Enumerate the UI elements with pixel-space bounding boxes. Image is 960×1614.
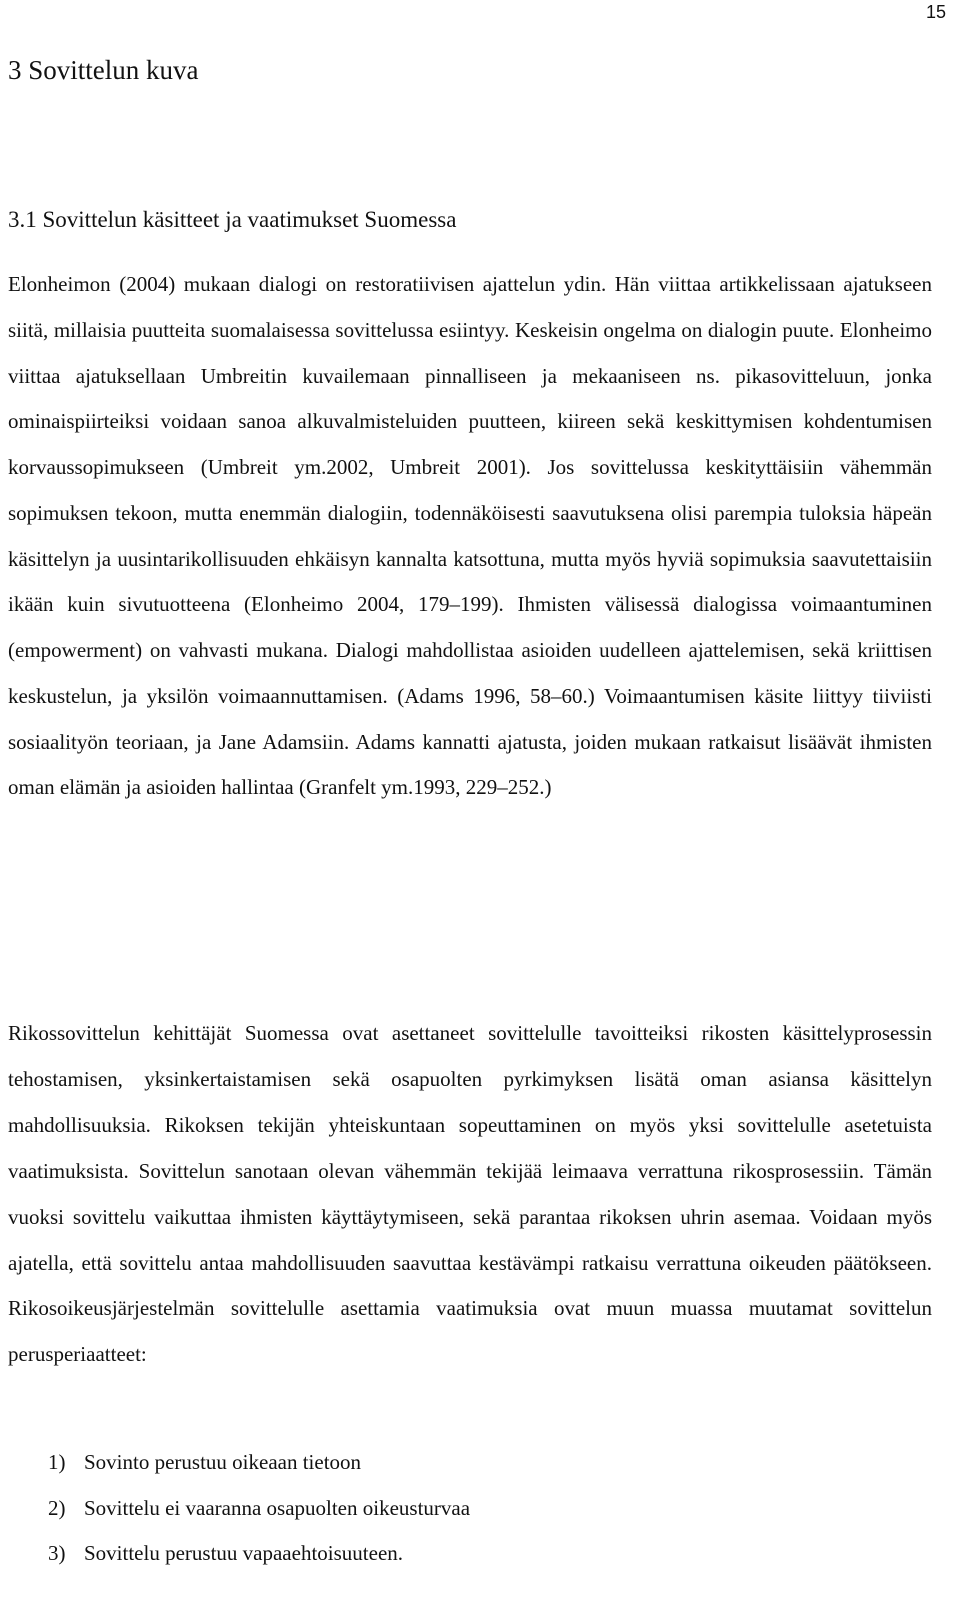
list-item-number: 1) <box>48 1450 66 1474</box>
principles-list <box>48 1440 470 1577</box>
section-title: 3.1 Sovittelun käsitteet ja vaatimukset Suomessa <box>8 207 457 232</box>
list-item-text: Sovittelu ei vaaranna osapuolten oikeusturvaa <box>84 1495 471 1520</box>
list-item-text: Sovittelu perustuu vapaaehtoisuuteen. <box>84 1541 404 1565</box>
list-item-number: 2) <box>48 1495 66 1520</box>
body-paragraph: Rikossovittelun kehittäjät Suomessa ovat asettaneet sovittelulle tavoitteiksi rikosten käsittelyprosessin tehostamisen, yksinkertaistamisen sekä osapuolten pyrkimyksen lisätä oman asiansa käsittelyn mahdollisuuksia. Rikoksen tekijän yhteiskuntaan sopeuttaminen on myös yksi sovittelulle asetetuista vaatimuksista. Sovittelun sanotaan olevan vähemmän tekijää leimaava verrattuna rikosprosessiin. Tämän vuoksi sovittelu vaikuttaa ihmisten käyttäytymiseen, sekä parantaa rikoksen uhrin asemaa. Voidaan myös ajatella, että sovittelu antaa mahdollisuuden saavuttaa kestävämpi ratkaisu verrattuna oikeuden päätökseen. Rikosoikeusjärjestelmän sovittelulle asettamia vaatimuksia ovat muun muassa muutamat sovittelun perusperiaatteet: <box>8 1021 932 1367</box>
list-item <box>48 1440 470 1486</box>
list-item-number: 3) <box>48 1541 66 1565</box>
list-item <box>48 1486 470 1532</box>
page-number: 15 <box>925 2 946 22</box>
body-paragraph: Elonheimon (2004) mukaan dialogi on restoratiivisen ajattelun ydin. Hän viittaa artikkelissaan ajatukseen siitä, millaisia puutteita suomalaisessa sovittelussa esiintyy. Keskeisin ongelma on dialogin puute. Elonheimo viittaa ajatuksellaan Umbreitin kuvailemaan pinnalliseen ja mekaaniseen ns. pikasovitteluun, jonka ominaispiirteiksi voidaan sanoa alkuvalmisteluiden puutteen, kiireen sekä keskittymisen kohdentumisen korvaussopimukseen (Umbreit ym.2002, Umbreit 2001). Jos sovittelussa keskityttäisiin vähemmän sopimuksen tekoon, mutta enemmän dialogiin, todennäköisesti saavutuksena olisi parempia tuloksia häpeän käsittelyn ja uusintarikollisuuden ehkäisyn kannalta katsottuna, mutta myös hyviä sopimuksia saavutettaisiin ikään kuin sivutuotteena (Elonheimo 2004, 179–199). Ihmisten välisessä dialogissa voimaantuminen (empowerment) on vahvasti mukana. Dialogi mahdollistaa asioiden uudelleen ajattelemisen, sekä kriittisen keskustelun, ja yksilön voimaannuttamisen. (Adams 1996, 58–60.) Voimaantumisen käsite liittyy tiiviisti sosiaalityön teoriaan, ja Jane Adamsiin. Adams kannatti ajatusta, joiden mukaan ratkaisut lisäävät ihmisten oman elämän ja asioiden hallintaa (Granfelt ym.1993, 229–252.) <box>8 272 932 800</box>
list-item <box>48 1531 470 1577</box>
list-item-text: Sovinto perustuu oikeaan tietoon <box>84 1450 362 1474</box>
chapter-title: 3 Sovittelun kuva <box>8 55 199 85</box>
